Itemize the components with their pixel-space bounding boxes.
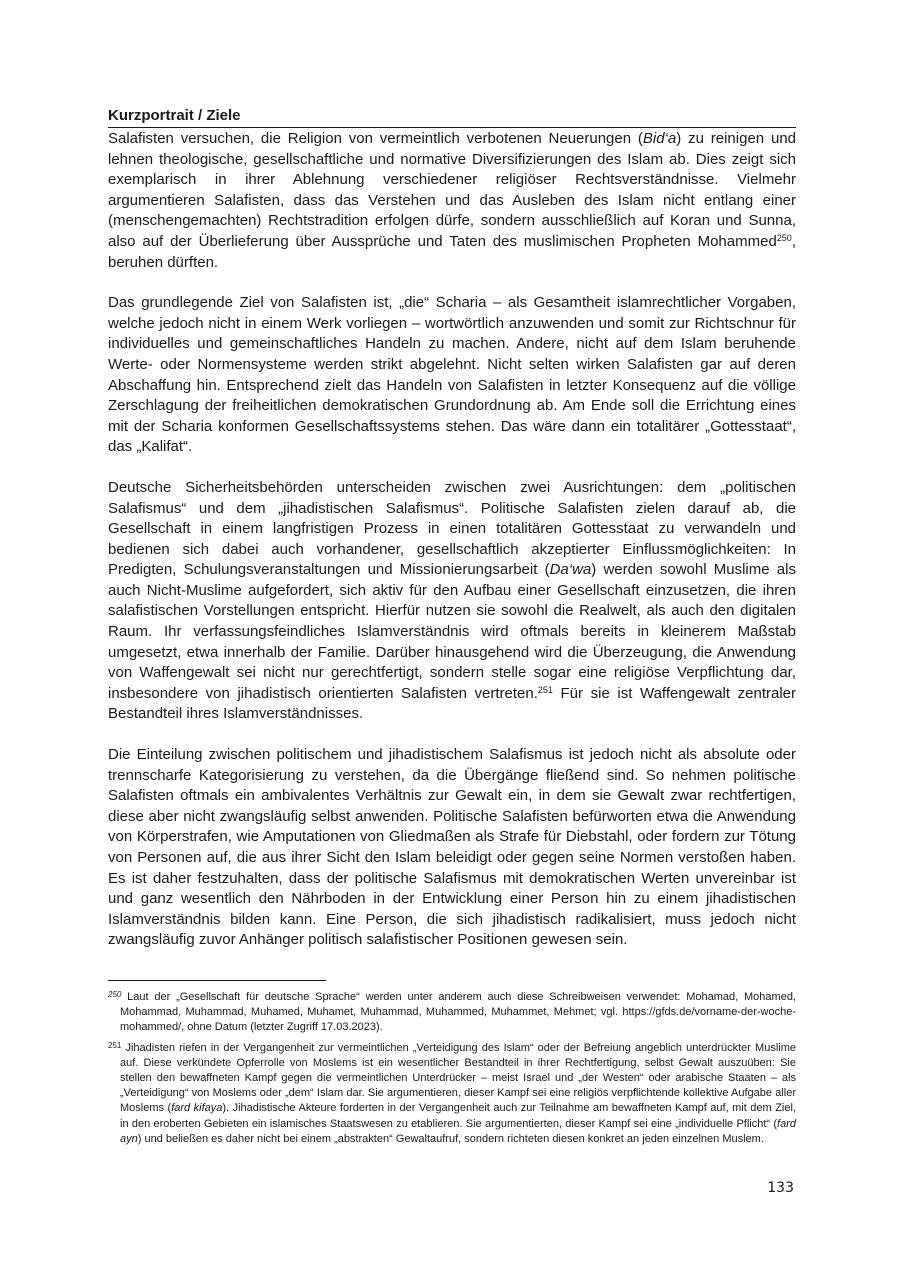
paragraph-2: Das grundlegende Ziel von Salafisten ist, „die“ Scharia – als Gesamtheit islamrechtlicher Vorgaben, welche jedoch nicht in einem Werk vorliegen – wortwörtlich anzuwenden und somit zur Richtschnur für individuelles und gemeinschaftliches Handeln zu machen. Andere, nicht auf dem Islam beruhende Werte- oder Normensysteme werden strikt abgelehnt. Nicht selten wirken Salafisten gar auf deren Abschaffung hin. Entsprechend zielt das Handeln von Salafisten in letzter Konsequenz auf die völlige Zerschlagung der freiheitlichen demokratischen Grundordnung ab. Am Ende soll die Errichtung eines mit der Scharia konformen Gesellschaftssystems stehen. Das wäre dann ein totalitärer „Gottesstaat“, das „Kalifat“. xyxy=(108,294,796,456)
term-bida: Bid‘a xyxy=(642,130,677,147)
footnote-number: 251 xyxy=(108,1040,122,1050)
main-text xyxy=(108,106,796,971)
term-dawa: Da‘wa xyxy=(549,561,592,579)
section-heading: Kurzportrait / Ziele xyxy=(108,106,796,128)
page-number: 133 xyxy=(767,1180,794,1196)
paragraph-4: Die Einteilung zwischen politischem und jihadistischem Salafismus ist jedoch nicht als absolute oder trennscharfe Kategorisierung zu verstehen, da die Übergänge fließend sind. So nehmen politische Salafisten oftmals ein ambivalentes Verhältnis zur Gewalt ein, in dem sie Gewalt zwar rechtfertigen, diese aber nicht zwangsläufig selbst anwenden. Politische Salafisten befürworten etwa die Anwendung von Körperstrafen, wie Amputationen von Gliedmaßen als Strafe für Diebstahl, oder fordern zur Tötung von Personen auf, die aus ihrer Sicht den Islam beleidigt oder gegen seine Normen verstoßen haben. Es ist daher festzuhalten, dass der politische Salafismus mit demokratischen Werten unvereinbar ist und ganz wesentlich den Nährboden in der Entwicklung einer Person hin zu einem jihadistischen Islamverständnis bilden kann. Eine Person, die sich jihadistisch radikalisiert, muss jedoch nicht zwangsläufig zuvor Anhänger politisch salafistischer Positionen gewesen sein. xyxy=(108,746,796,949)
paragraph-1: Salafisten versuchen, die Religion von vermeintlich verbotenen Neuerungen (Bid‘a) zu reinigen und lehnen theologische, gesellschaftliche und normative Diversifizierungen des Islam ab. Dies zeigt sich exemplarisch in ihrer Ablehnung verschiedener religiöser Rechtsverständnisse. Vielmehr argumentieren Salafisten, dass das Verstehen und das Ausleben des Islam nicht entlang einer (menschengemachten) Rechtstradition erfolgen dürfe, sondern ausschließlich auf Koran und Sunna, also auf der Überlieferung über Aussprüche und Taten des muslimischen Propheten Mohammed$^{250}$, beruhen dürften. xyxy=(108,130,796,271)
footnote-ref-250[interactable]: 250 xyxy=(776,232,792,243)
footnote-251: $^{251}$ Jihadisten riefen in der Vergangenheit zur vermeintlichen „Verteidigung des Islam“ oder der Befreiung angeblich unterdrückter Muslime auf. Diese verkündete Opferrolle von Moslems ist ein wesentlicher Bestandteil in ihrer Rechtfertigung, selbst Gewalt auszuüben: Sie stellen den bewaffneten Kampf gegen die vermeintlichen Unterdrücker – meist Israel und „der Westen“ oder arabische Staaten – als „Verteidigung“ von Moslems oder „dem“ Islam dar. Sie argumentieren, dieser Kampf sei eine religiös verpflichtende kollektive Aufgabe aller Moslems (fard kifaya). Jihadistische Akteure forderten in der Vergangenheit auch zur Teilnahme am bewaffneten Kampf auf, mit dem Ziel, in den eroberten Gebieten ein islamisches Staatswesen zu etablieren. Sie argumentierten, dieser Kampf sei eine „individuelle Pflicht“ (fard ayn) und beließen es daher nicht bei einem „abstrakten“ Gewaltaufruf, sondern richteten diesen konkret an jeden einzelnen Muslem. xyxy=(108,1040,796,1145)
footnote-ref-251[interactable]: 251 xyxy=(537,684,553,695)
footnote-divider xyxy=(108,980,326,981)
footnote-250: $^{250}$ Laut der „Gesellschaft für deutsche Sprache“ werden unter anderem auch diese Schreibweisen verwendet: Mohamad, Mohamed, Mohammad, Muhammad, Muhamed, Muhamet, Muhammad, Muhammed, Muhammet, Mehmet; vgl. https://gfds.de/vorname-der-woche-mohammed/, ohne Datum (letzter Zugriff 17.03.2023). xyxy=(108,990,796,1034)
footnotes xyxy=(108,980,796,1149)
footnote-number: 250 xyxy=(108,990,122,999)
paragraph-3: Deutsche Sicherheitsbehörden unterscheiden zwischen zwei Ausrichtungen: dem „politischen Salafismus“ und dem „jihadistischen Salafismus“. Politische Salafisten zielen darauf ab, die Gesellschaft in einem langfristigen Prozess in einen totalitären Gottesstaat zu verwandeln und bedienen sich dabei auch vorhandener, gesellschaftlich akzeptierter Einflussmöglichkeiten: In Predigten, Schulungsveranstaltungen und Missionierungsarbeit (Da‘wa) werden sowohl Muslime als auch Nicht-Muslime aufgefordert, sich aktiv für den Aufbau einer Gesellschaft einzusetzen, die ihren salafistischen Vorstellungen entspricht. Hierfür nutzen sie sowohl die Realwelt, als auch den digitalen Raum. Ihr verfassungsfeindliches Islamverständnis wird oftmals bereits in kleinerem Maßstab umgesetzt, etwa innerhalb der Familie. Darüber hinausgehend wird die Überzeugung, die Anwendung von Waffengewalt sei nicht nur gerechtfertigt, sondern stelle sogar eine religiöse Verpflichtung dar, insbesondere von jihadistisch orientierten Salafisten vertreten.$^{251}$ Für sie ist Waffengewalt zentraler Bestandteil ihres Islamverständnisses. xyxy=(108,478,796,723)
